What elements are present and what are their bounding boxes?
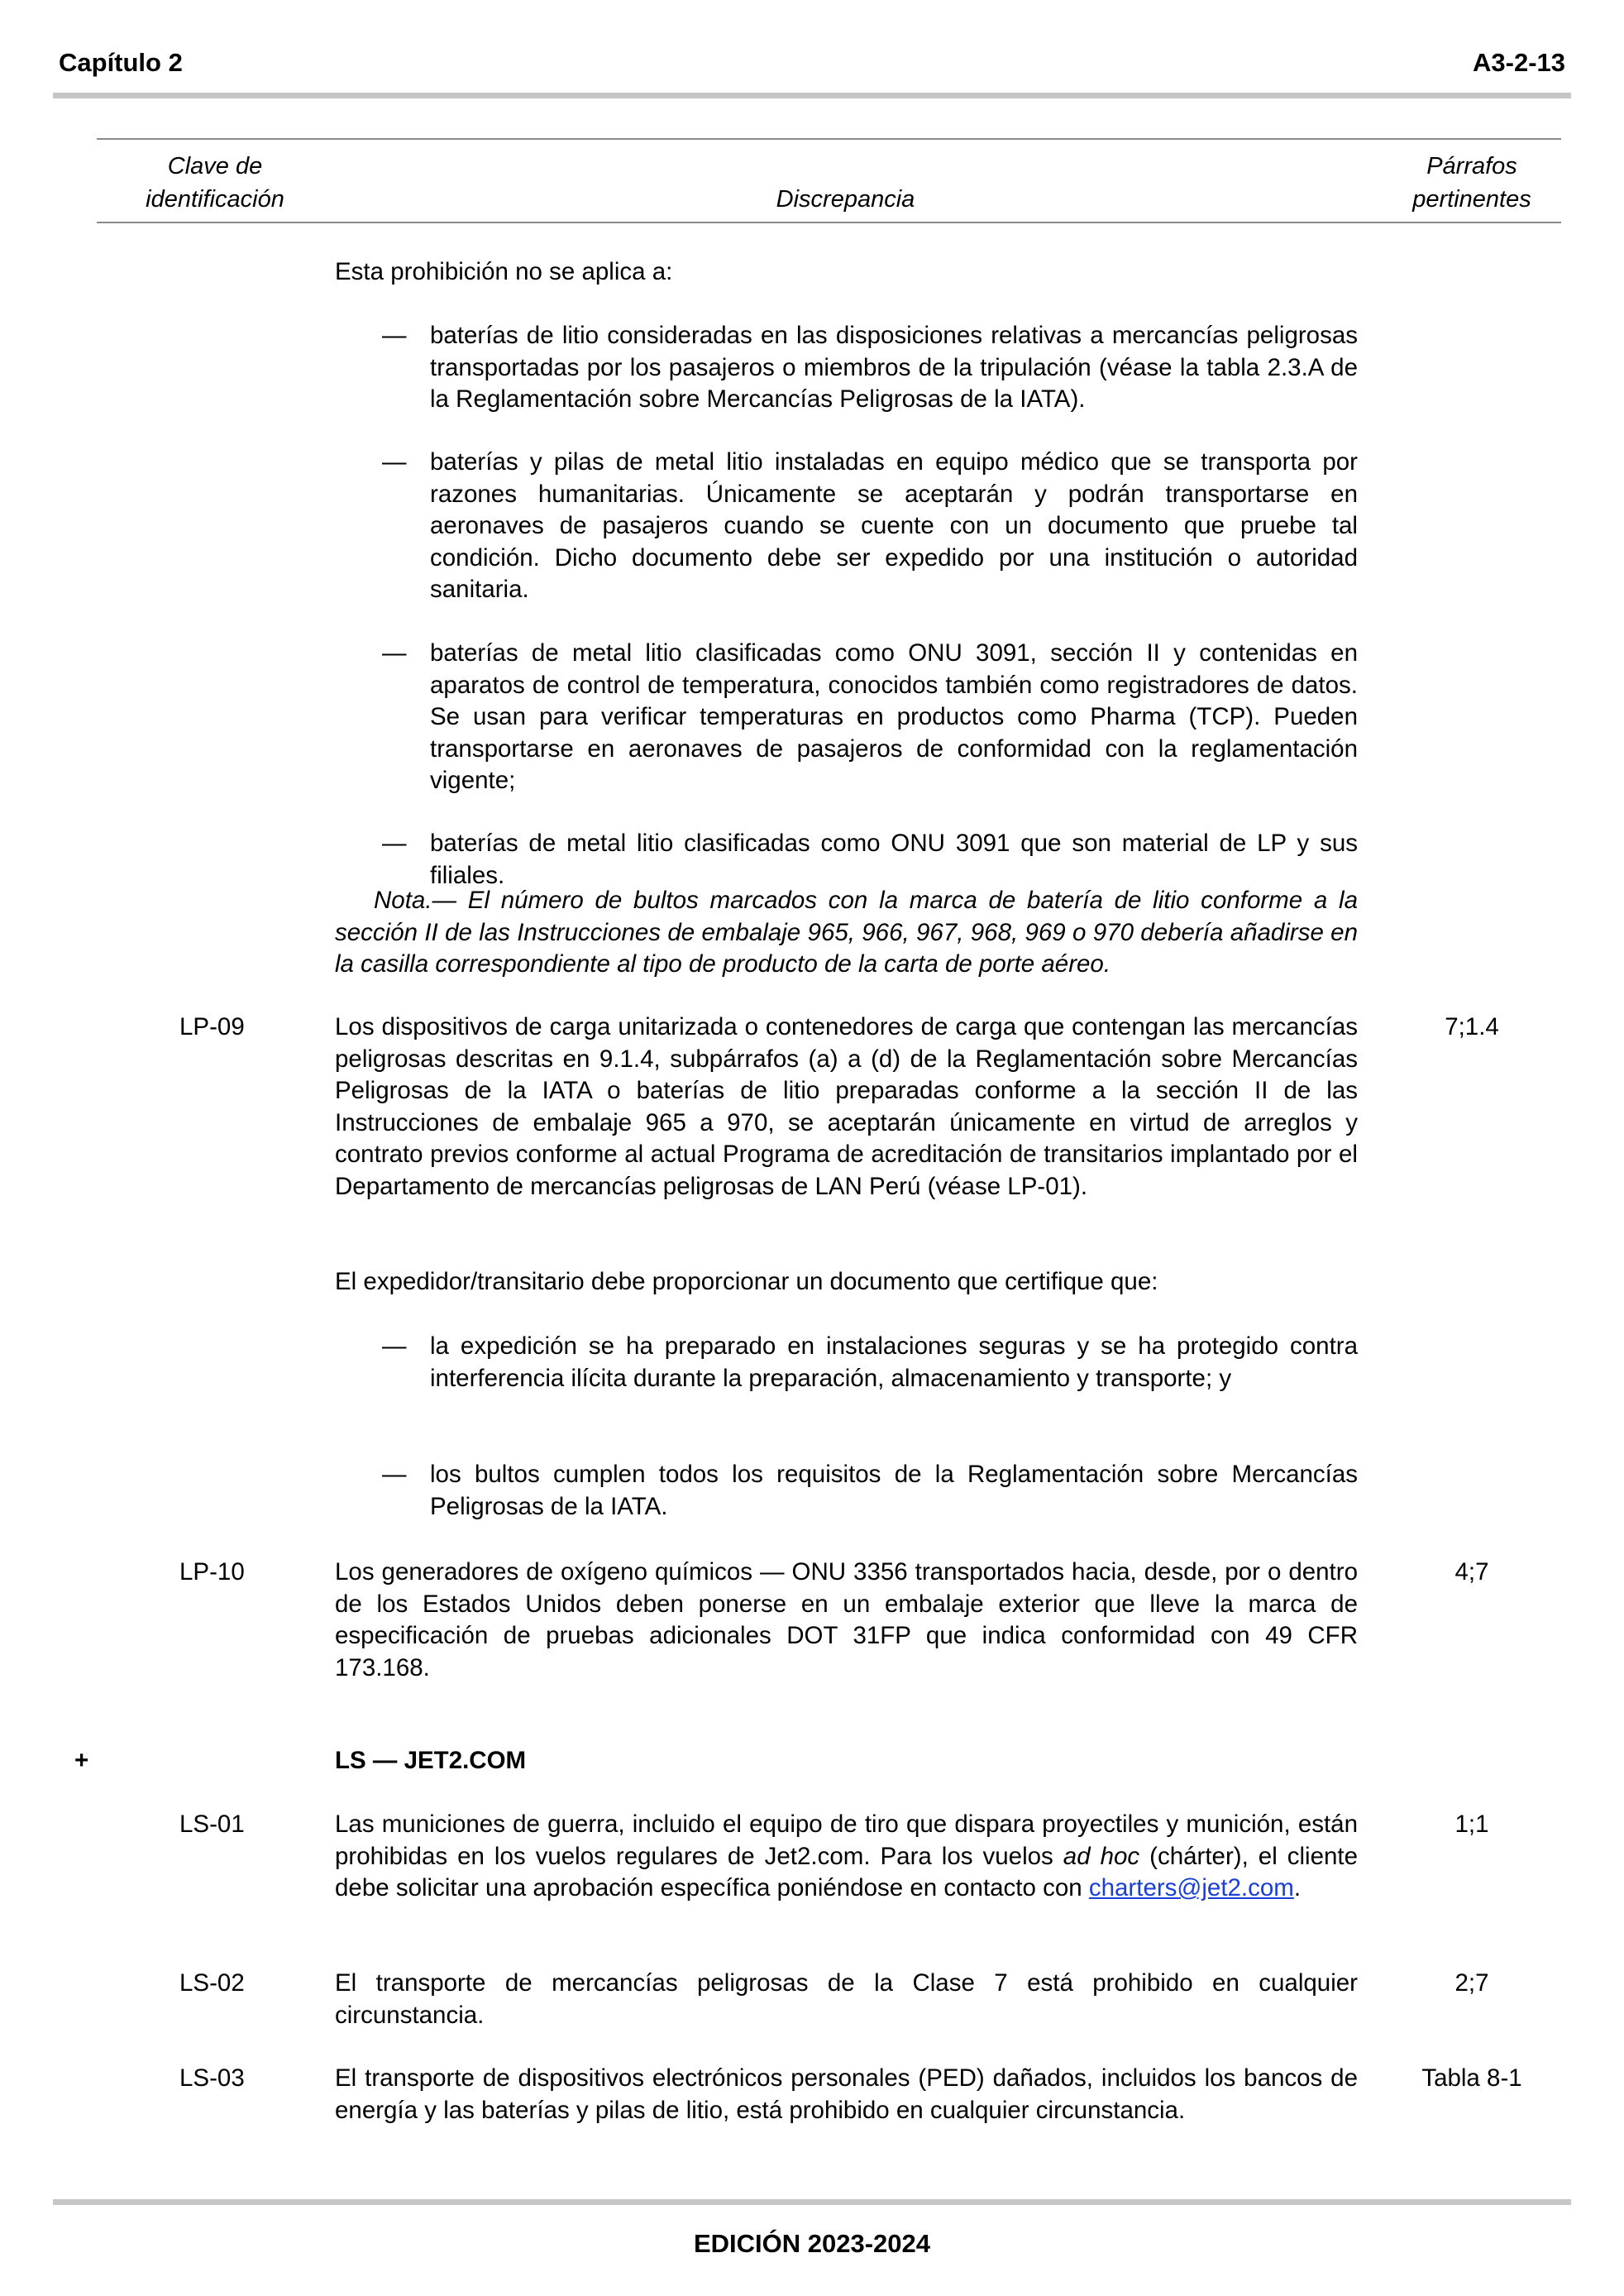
column-header-discrepancy: Discrepancia bbox=[776, 186, 915, 213]
list-item: la expedición se ha preparado en instalaciones seguras y se ha protegido contra interferencia ilícita durante la preparación, almacenamiento y transporte; y bbox=[430, 1332, 1358, 1392]
header-rule bbox=[53, 93, 1571, 98]
list-item: baterías y pilas de metal litio instaladas en equipo médico que se transporta por razones humanitarias. Únicamente se aceptarán y podrán transportarse en aeronaves de pasajeros cuando se cuente con un documento que pruebe tal condición. Dicho documento debe ser expedido por una institución o autoridad sanitaria. bbox=[430, 448, 1358, 604]
table-top-rule bbox=[97, 138, 1561, 140]
row-key-ls01: LS-01 bbox=[179, 1810, 245, 1838]
footer-rule bbox=[53, 2199, 1571, 2205]
row-ref-ls01: 1;1 bbox=[1454, 1810, 1489, 1838]
note-lead: Nota.— bbox=[374, 887, 457, 914]
note-text: El número de bultos marcados con la marca de batería de litio conforme a la sección II de las Instrucciones de embalaje 965, 966, 967, 968, 969 o 970 debería añadirse en la casilla correspondiente al tipo de producto de la carta de porte aéreo. bbox=[335, 887, 1358, 978]
bullet-dash: — bbox=[382, 1332, 407, 1360]
list-item: baterías de litio consideradas en las disposiciones relativas a mercancías peligrosas transportadas por los pasajeros o miembros de la tripulación (véase la tabla 2.3.A de la Reglamentación sobre Mercancías Peligrosas de la IATA). bbox=[430, 322, 1358, 414]
list-item: baterías de metal litio clasificadas como ONU 3091, sección II y contenidas en aparatos de control de temperatura, conocidos también como registradores de datos. Se usan para verificar temperaturas en productos como Pharma (TCP). Pueden transportarse en aeronaves de pasajeros de conformidad con la reglamentación vigente; bbox=[430, 639, 1358, 795]
bullet-dash: — bbox=[382, 322, 407, 349]
row-text-lp09: Los dispositivos de carga unitarizada o contenedores de carga que contengan las mercancías peligrosas descritas en 9.1.4, subpárrafos (a) a (d) de la Reglamentación sobre Mercancías Peligrosas de la IATA o baterías de litio preparadas conforme a la sección II de las Instrucciones de embalaje 965 a 970, se aceptarán únicamente en virtud de arreglos y contrato previos conforme al actual Programa de acreditación de transitarios implantado por el Departamento de mercancías peligrosas de LAN Perú (véase LP-01). bbox=[335, 1013, 1358, 1200]
bullet-dash: — bbox=[382, 639, 407, 667]
change-marker: + bbox=[74, 1747, 89, 1774]
row-key-lp10: LP-10 bbox=[179, 1558, 245, 1586]
row-text-ls01: Las municiones de guerra, incluido el equipo de tiro que dispara proyectiles y munición, están prohibidas en los vuelos regulares de Jet2.com. Para los vuelos ad hoc (chárter), el cliente debe solicitar una aprobación específica poniéndose en contacto con charters@jet2.com. bbox=[335, 1810, 1359, 1902]
bullet-dash: — bbox=[382, 830, 407, 857]
list-item: los bultos cumplen todos los requisitos de la Reglamentación sobre Mercancías Peligrosas de la IATA. bbox=[430, 1461, 1358, 1520]
row-text-lp10: Los generadores de oxígeno químicos — ONU 3356 transportados hacia, desde, por o dentro de los Estados Unidos deben ponerse en un embalaje exterior que lleve la marca de especificación de pruebas adicionales DOT 31FP que indica conformidad con 49 CFR 173.168. bbox=[335, 1558, 1358, 1681]
row-text-ls02: El transporte de mercancías peligrosas de la Clase 7 está prohibido en cualquier circunstancia. bbox=[335, 1969, 1358, 2029]
list-item: baterías de metal litio clasificadas como ONU 3091 que son material de LP y sus filiales. bbox=[430, 830, 1358, 889]
intro-text: Esta prohibición no se aplica a: bbox=[335, 258, 673, 285]
row-key-ls03: LS-03 bbox=[179, 2064, 245, 2092]
row-key-ls02: LS-02 bbox=[179, 1969, 245, 1997]
row-key-lp09: LP-09 bbox=[179, 1013, 245, 1040]
section-title-ls: LS — JET2.COM bbox=[335, 1747, 527, 1774]
bullet-dash: — bbox=[382, 1461, 407, 1488]
row-text-lp09-cert: El expedidor/transitario debe proporcionar un documento que certifique que: bbox=[335, 1268, 1158, 1295]
row-ref-ls03: Tabla 8-1 bbox=[1421, 2064, 1522, 2092]
row-ref-ls02: 2;7 bbox=[1454, 1969, 1489, 1997]
table-header-rule bbox=[97, 222, 1561, 223]
email-link[interactable]: charters@jet2.com bbox=[1088, 1874, 1294, 1902]
row-text-ls03: El transporte de dispositivos electrónicos personales (PED) dañados, incluidos los bancos de energía y las baterías y pilas de litio, está prohibido en cualquier circunstancia. bbox=[335, 2064, 1358, 2124]
page-reference: A3-2-13 bbox=[1473, 48, 1565, 77]
column-header-paragraphs: Párrafos pertinentes bbox=[1412, 153, 1531, 213]
edition-label: EDICIÓN 2023-2024 bbox=[693, 2229, 931, 2258]
row-ref-lp09: 7;1.4 bbox=[1445, 1013, 1499, 1040]
bullet-dash: — bbox=[382, 448, 407, 476]
note-paragraph bbox=[335, 885, 1358, 981]
chapter-label: Capítulo 2 bbox=[59, 48, 183, 77]
row-ref-lp10: 4;7 bbox=[1454, 1558, 1489, 1586]
column-header-key: Clave de identificación bbox=[146, 153, 284, 213]
